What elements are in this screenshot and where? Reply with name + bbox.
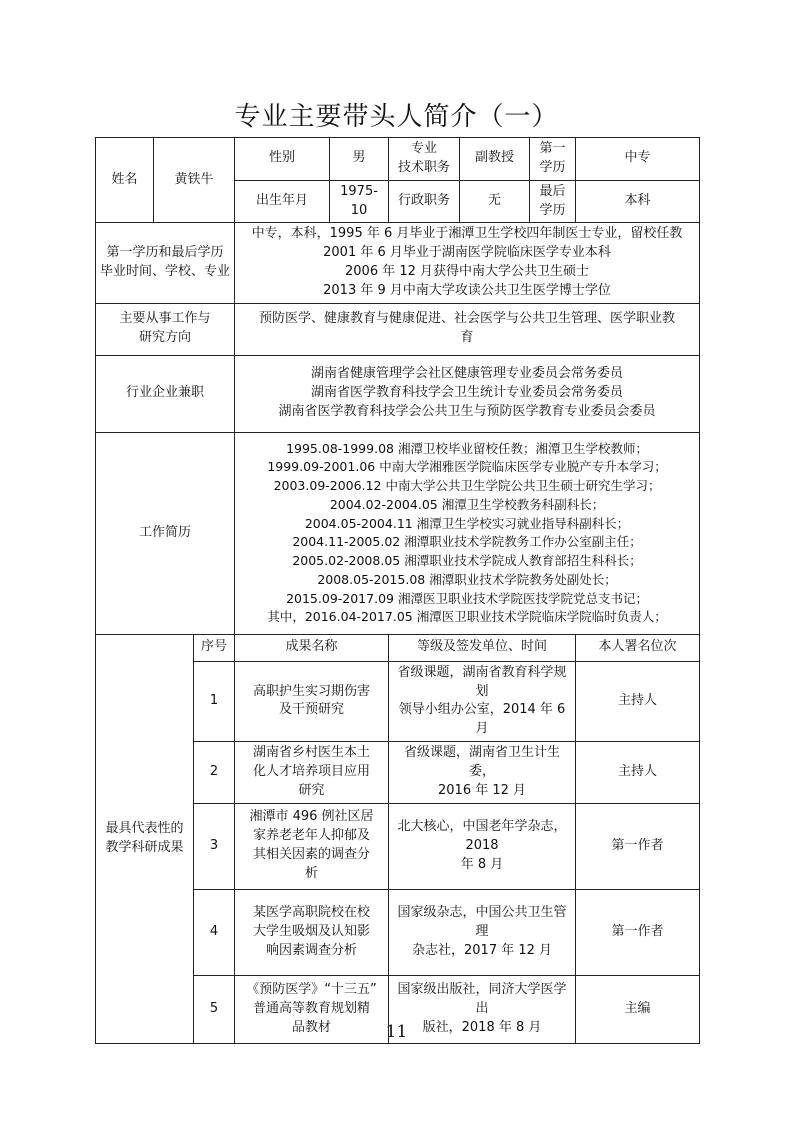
work-line: 1995.08-1999.08 湘潭卫校毕业留校任教；湘潭卫生学校教师； [286, 440, 648, 456]
text-line: 研究 [298, 782, 325, 798]
achievement-role: 主持人 [576, 661, 700, 741]
text-line: 高职护生实习期伤害 [253, 683, 371, 699]
text-line: 第一 [539, 141, 566, 156]
work-line: 2015.09-2017.09 湘潭医卫职业技术学院医技学院党总支书记； [286, 590, 648, 606]
education-line: 2001 年 6 月毕业于湖南医学院临床医学专业本科 [323, 245, 611, 261]
work-line: 2004.11-2005.02 湘潭职业技术学院教务工作办公室副主任； [292, 534, 642, 550]
text-line: 学历 [539, 159, 566, 175]
achievement-role: 主持人 [576, 742, 700, 804]
text-line: 版社，2018 年 8 月 [422, 1019, 542, 1035]
work-line: 2004.05-2004.11 湘潭卫生学校实习就业指导科副科长； [304, 515, 630, 531]
text-line: 最后 [539, 183, 566, 199]
industry-line: 湖南省健康管理学会社区健康管理专业委员会常务委员 [311, 366, 624, 382]
birth-label: 出生年月 [235, 180, 330, 223]
work-line: 1999.09-2001.06 中南大学湘雅医学院临床医学专业脱产专升本学习； [267, 459, 667, 475]
achievement-level [389, 742, 576, 804]
education-line: 2013 年 9 月中南大学攻读公共卫生医学博士学位 [323, 282, 611, 298]
work-line: 2003.09-2006.12 中南大学公共卫生学院公共卫生硕士研究生学习； [273, 478, 661, 493]
work-history-label: 工作简历 [96, 432, 235, 634]
achievements-header-level: 等级及签发单位、时间 [389, 634, 576, 661]
first-degree-value: 中专 [576, 138, 700, 181]
achievement-name [235, 661, 389, 741]
achievement-level [389, 661, 576, 741]
text-line: 专业 [411, 141, 438, 156]
text-line: 省级课题，湖南省卫生计生委， [404, 745, 561, 779]
admin-position-value: 无 [460, 180, 530, 223]
work-line: 2004.02-2004.05 湘潭卫生学校教务科副科长； [329, 496, 605, 512]
achievement-role: 第一作者 [576, 803, 700, 889]
achievement-no: 4 [194, 889, 235, 975]
birth-value: 1975-10 [330, 180, 389, 223]
name-label: 姓名 [96, 138, 154, 223]
achievement-level [389, 803, 576, 889]
text-line: 毕业时间、学校、专业 [100, 264, 231, 280]
gender-value: 男 [330, 138, 389, 181]
research-line: 育 [460, 330, 474, 346]
work-line: 2005.02-2008.05 湘潭职业技术学院成人教育部招生科科长； [292, 553, 642, 568]
text-line: 《预防医学》“十三五” [246, 981, 377, 997]
text-line: 国家级杂志，中国公共卫生管理 [397, 904, 567, 939]
achievement-name [235, 889, 389, 975]
text-line: 领导小组办公室，2014 年 6 月 [398, 702, 566, 737]
education-label [96, 223, 235, 303]
achievement-name [235, 742, 389, 804]
gender-label: 性别 [235, 138, 330, 181]
achievements-header-name: 成果名称 [235, 634, 389, 661]
text-line: 析 [305, 866, 319, 881]
achievements-label [96, 634, 194, 1043]
education-content [235, 223, 700, 303]
research-label [96, 303, 235, 355]
education-line: 中专，本科，1995 年 6 月毕业于湘潭卫生学校四年制医士专业，留校任教 [251, 226, 683, 242]
text-line: 及干预研究 [279, 702, 345, 718]
achievement-no: 2 [194, 742, 235, 804]
achievement-no: 3 [194, 803, 235, 889]
research-content [235, 303, 700, 355]
text-line: 湘潭市 496 例社区居 [249, 809, 374, 825]
last-degree-label [530, 180, 576, 223]
professional-title-label [389, 138, 460, 181]
achievements-header-no: 序号 [194, 634, 235, 661]
profile-table [95, 137, 700, 1044]
achievement-level [389, 889, 576, 975]
text-line: 学历 [539, 202, 566, 218]
text-line: 其相关因素的调查分 [253, 847, 371, 863]
page-number: 11 [385, 1022, 408, 1042]
achievement-role: 主编 [576, 975, 700, 1043]
text-line: 省级课题，湖南省教育科学规划 [397, 664, 567, 699]
last-degree-value: 本科 [576, 180, 700, 223]
text-line: 国家级出版社，同济大学医学出 [397, 981, 567, 1016]
achievement-no: 5 [194, 975, 235, 1043]
achievements-header-role: 本人署名位次 [576, 634, 700, 661]
work-line: 其中，2016.04-2017.05 湘潭医卫职业技术学院临床学院临时负责人； [267, 609, 667, 625]
text-line: 2016 年 12 月 [438, 782, 527, 798]
text-line: 品教材 [292, 1019, 332, 1035]
text-line: 某医学高职院校在校 [253, 904, 371, 920]
work-line: 2008.05-2015.08 湘潭职业技术学院教务处副处长； [317, 571, 617, 587]
work-history-content [235, 432, 700, 634]
text-line: 年 8 月 [460, 856, 504, 872]
text-line: 化人才培养项目应用 [253, 763, 371, 779]
admin-position-label: 行政职务 [389, 180, 460, 223]
name-value: 黄铁牛 [154, 138, 235, 223]
text-line: 湖南省乡村医生本土 [253, 745, 371, 761]
research-line: 预防医学、健康教育与健康促进、社会医学与公共卫生管理、医学职业教 [259, 311, 676, 327]
text-line: 北大核心，中国老年学杂志，2018 [397, 818, 567, 853]
text-line: 主要从事工作与 [119, 311, 211, 327]
industry-line: 湖南省医学教育科技学会卫生统计专业委员会常务委员 [311, 385, 624, 401]
first-degree-label [530, 138, 576, 181]
industry-content [235, 355, 700, 432]
text-line: 技术职务 [398, 159, 451, 175]
text-line: 普通高等教育规划精 [253, 1000, 371, 1016]
achievement-name [235, 803, 389, 889]
achievement-no: 1 [194, 661, 235, 741]
text-line: 杂志社，2017 年 12 月 [412, 942, 553, 958]
text-line: 最具代表性的 [105, 820, 184, 836]
education-line: 2006 年 12 月获得中南大学公共卫生硕士 [345, 264, 590, 280]
text-line: 家养老老年人抑郁及 [253, 828, 371, 844]
text-line: 教学科研成果 [105, 839, 184, 855]
industry-label: 行业企业兼职 [96, 355, 235, 432]
text-line: 大学生吸烟及认知影 [253, 923, 371, 939]
text-line: 第一学历和最后学历 [106, 245, 224, 261]
professional-title-value: 副教授 [460, 138, 530, 181]
industry-line: 湖南省医学教育科技学会公共卫生与预防医学教育专业委员会委员 [278, 404, 656, 420]
text-line: 研究方向 [139, 330, 192, 346]
page-title: 专业主要带头人简介（一） [234, 102, 559, 132]
text-line: 响因素调查分析 [266, 942, 358, 958]
achievement-role: 第一作者 [576, 889, 700, 975]
